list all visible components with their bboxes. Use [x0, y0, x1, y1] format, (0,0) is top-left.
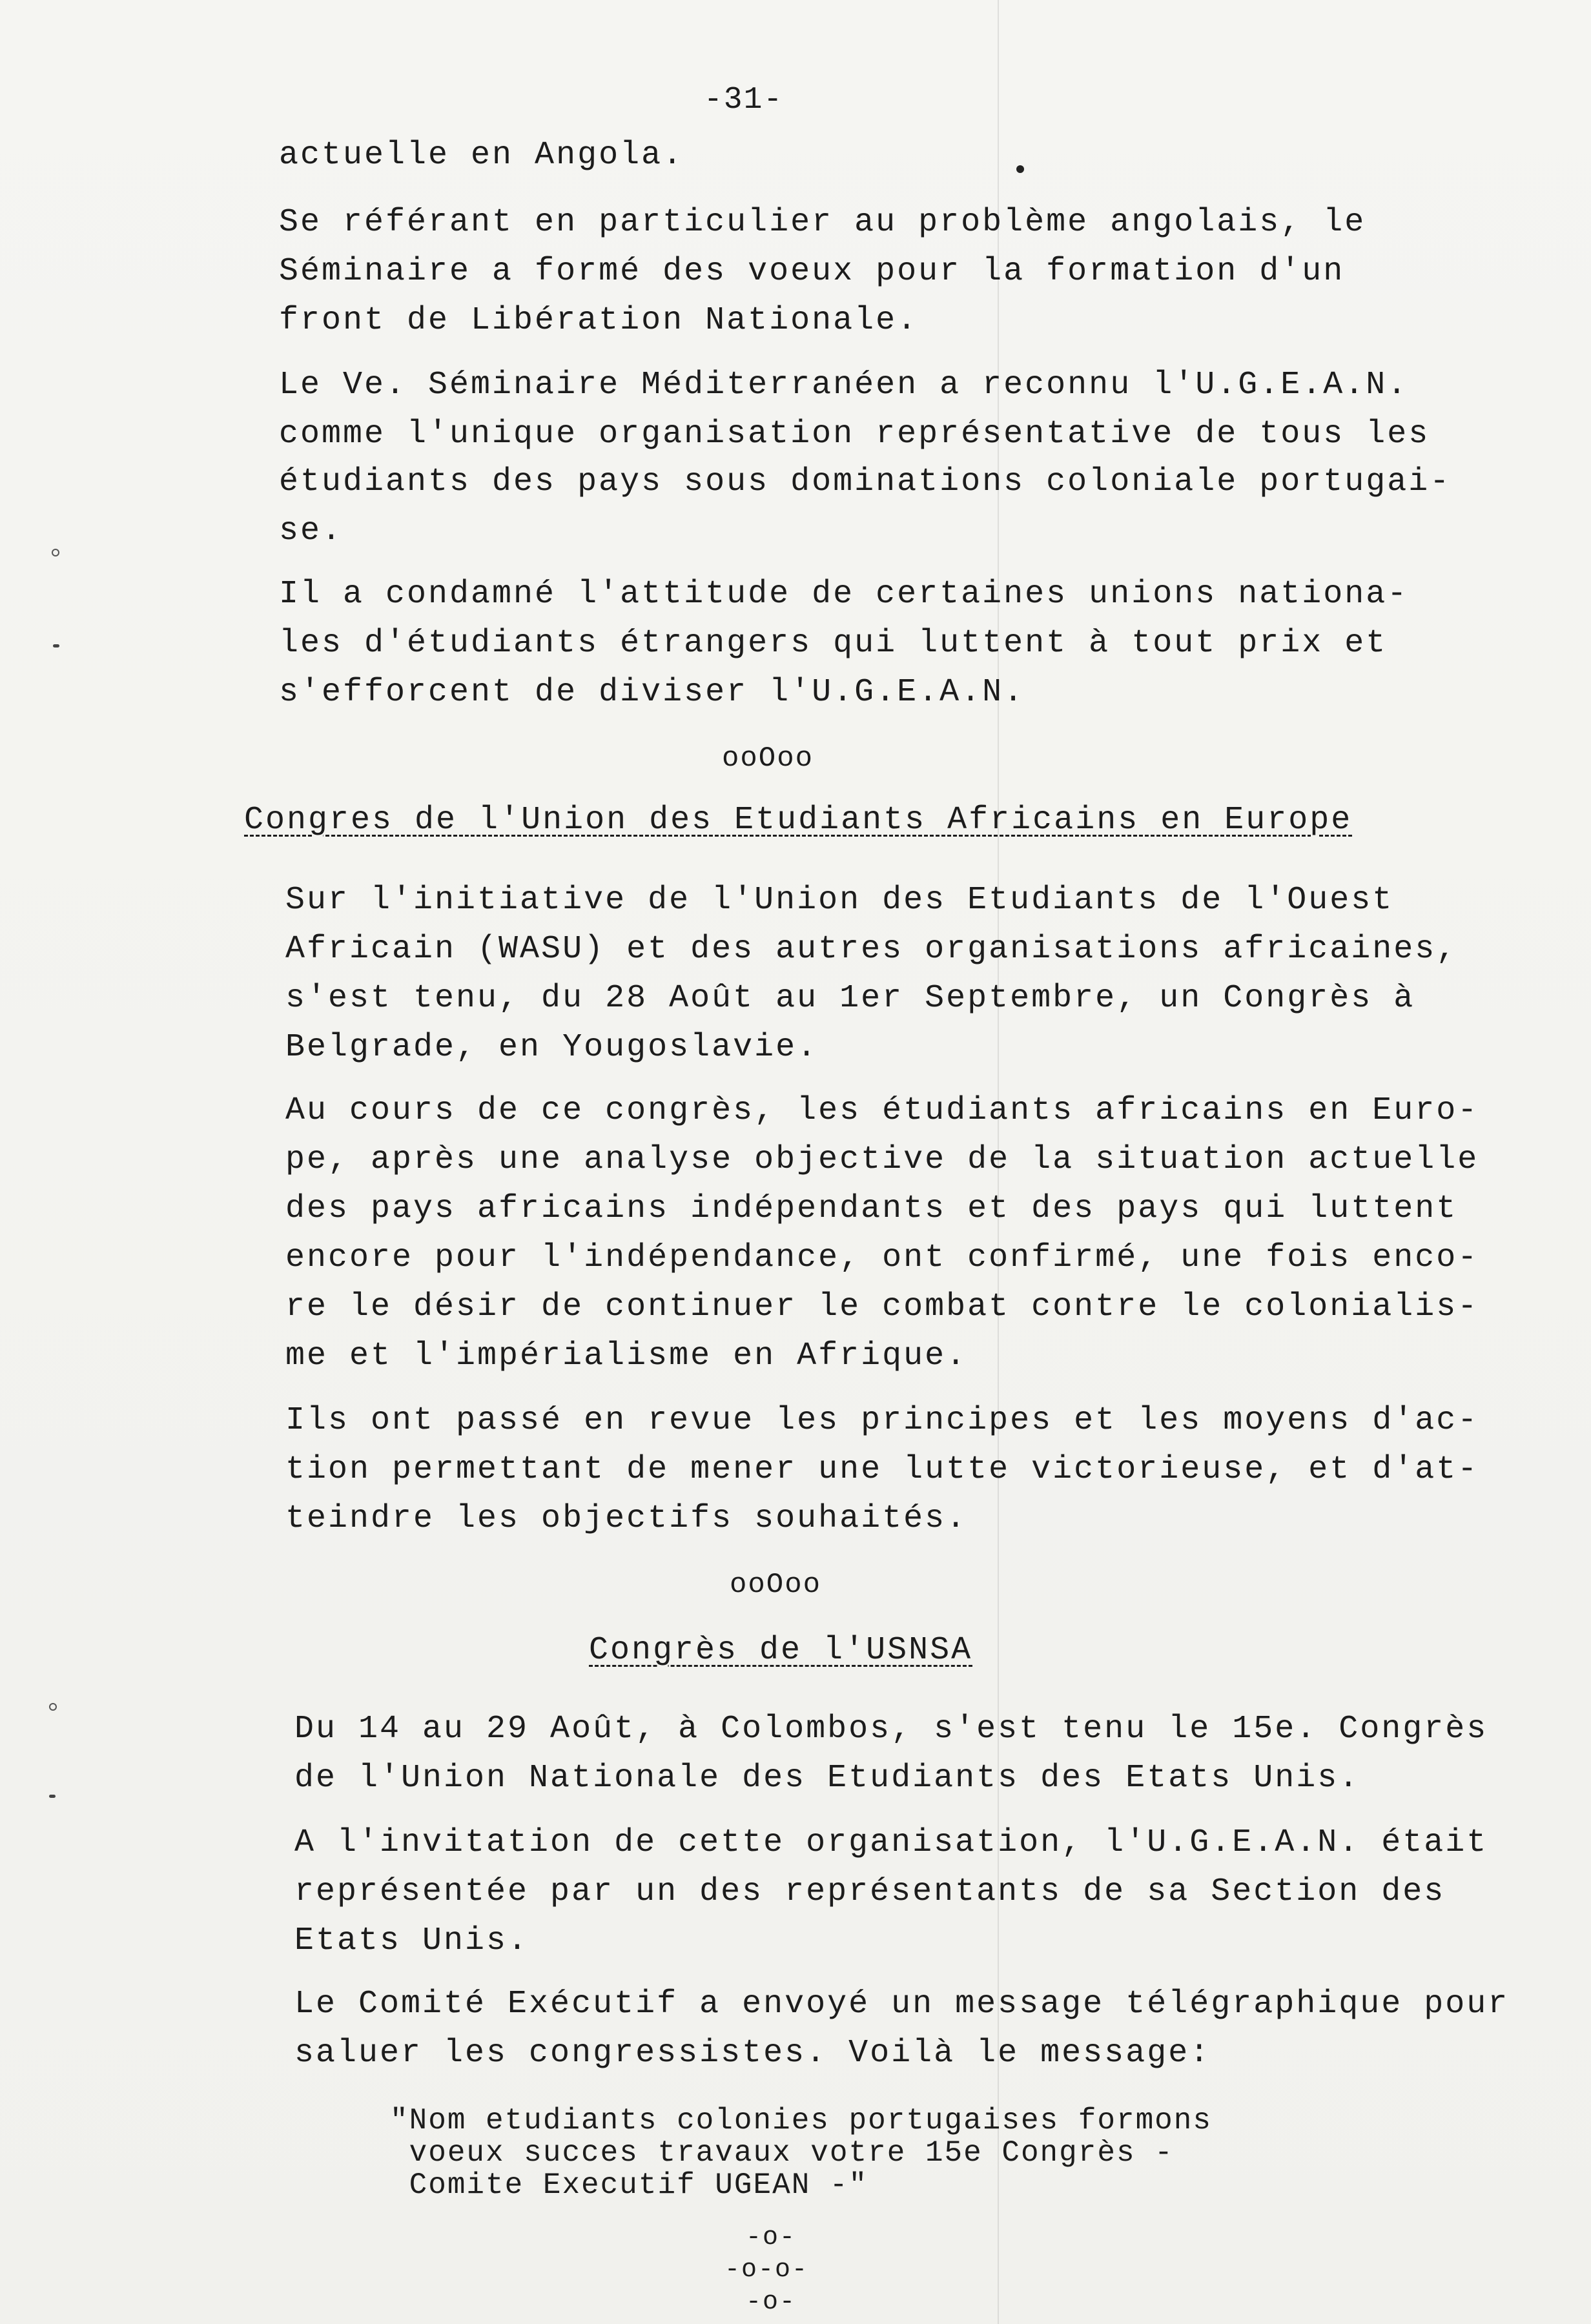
paragraph-line: Le Ve. Séminaire Méditerranéen a reconnu l'U.G.E.A.N.	[279, 367, 1409, 403]
paragraph-line: des pays africains indépendants et des pays qui luttent	[285, 1190, 1458, 1227]
paragraph-line: de l'Union Nationale des Etudiants des Etats Unis.	[294, 1760, 1360, 1797]
paragraph-line: A l'invitation de cette organisation, l'U.G.E.A.N. était	[294, 1824, 1488, 1861]
scan-speck-mark	[53, 644, 59, 647]
section-heading: Congres de l'Union des Etudiants Africains en Europe	[244, 802, 1353, 839]
paragraph-line: saluer les congressistes. Voilà le message:	[294, 2035, 1211, 2072]
closing-ornament-line: -o-	[746, 2223, 797, 2252]
paragraph-line: Ils ont passé en revue les principes et les moyens d'ac-	[285, 1402, 1479, 1439]
ink-blot-mark	[1016, 165, 1024, 173]
paragraph-line: me et l'impérialisme en Afrique.	[285, 1338, 968, 1374]
paragraph-line: Etats Unis.	[294, 1922, 529, 1959]
section-separator: ooOoo	[722, 742, 814, 775]
paragraph-line: Belgrade, en Yougoslavie.	[285, 1029, 819, 1066]
paragraph-line: Le Comité Exécutif a envoyé un message télégraphique pour	[294, 1986, 1510, 2023]
telegram-quote-line: voeux succes travaux votre 15e Congrès -	[390, 2136, 1174, 2170]
paragraph-line: Séminaire a formé des voeux pour la formation d'un	[279, 253, 1345, 290]
paragraph-line: Du 14 au 29 Août, à Colombos, s'est tenu le 15e. Congrès	[294, 1711, 1488, 1748]
paragraph-line: Africain (WASU) et des autres organisations africaines,	[285, 931, 1458, 968]
telegram-quote-line: "Nom etudiants colonies portugaises formons	[390, 2104, 1212, 2137]
section-heading: Congrès de l'USNSA	[589, 1632, 973, 1669]
paragraph-line: encore pour l'indépendance, ont confirmé, une fois enco-	[285, 1239, 1479, 1276]
paragraph-line: les d'étudiants étrangers qui luttent à tout prix et	[279, 625, 1388, 662]
paragraph-line: étudiants des pays sous dominations coloniale portugai-	[279, 464, 1452, 500]
paragraph-line: Il a condamné l'attitude de certaines unions nationa-	[279, 576, 1409, 613]
section-separator: ooOoo	[730, 1569, 822, 1601]
scan-speck-mark	[52, 549, 59, 556]
paragraph-line: pe, après une analyse objective de la situation actuelle	[285, 1141, 1479, 1178]
paragraph-line: teindre les objectifs souhaités.	[285, 1500, 968, 1537]
paragraph-line: se.	[279, 513, 344, 549]
paragraph-line: comme l'unique organisation représentative de tous les	[279, 416, 1430, 453]
paragraph-line: tion permettant de mener une lutte victorieuse, et d'at-	[285, 1451, 1479, 1488]
page-number: -31-	[704, 83, 784, 117]
paragraph-line: représentée par un des représentants de sa Section des	[294, 1873, 1446, 1910]
telegram-quote-line: Comite Executif UGEAN -"	[390, 2168, 868, 2202]
paragraph-line: s'est tenu, du 28 Août au 1er Septembre, un Congrès à	[285, 980, 1415, 1017]
paragraph-line: re le désir de continuer le combat contre le colonialis-	[285, 1289, 1479, 1325]
scan-speck-mark	[49, 1703, 57, 1711]
paragraph-line: s'efforcent de diviser l'U.G.E.A.N.	[279, 674, 1025, 711]
paragraph-line: front de Libération Nationale.	[279, 302, 919, 339]
closing-ornament-line: -o-o-	[724, 2256, 809, 2285]
paragraph-line: Sur l'initiative de l'Union des Etudiants de l'Ouest	[285, 882, 1394, 919]
paragraph-line: actuelle en Angola.	[279, 137, 684, 174]
scan-speck-mark	[49, 1795, 56, 1798]
paragraph-line: Se référant en particulier au problème angolais, le	[279, 204, 1366, 241]
closing-ornament-line: -o-	[746, 2288, 797, 2317]
paragraph-line: Au cours de ce congrès, les étudiants africains en Euro-	[285, 1092, 1479, 1129]
